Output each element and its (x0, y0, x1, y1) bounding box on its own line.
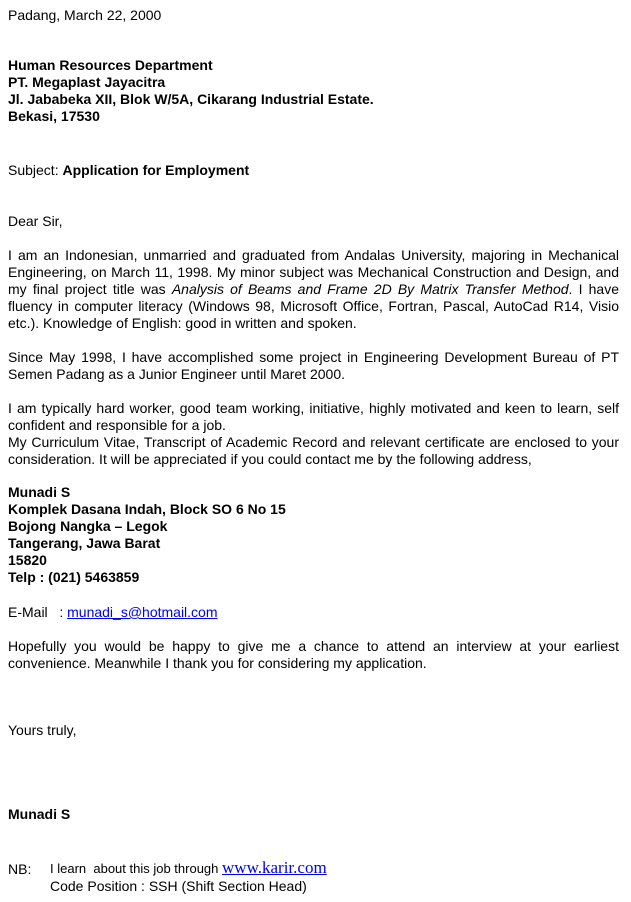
paragraph-education (8, 247, 619, 332)
sender-address-block (8, 484, 619, 586)
signature-name: Munadi S (8, 806, 71, 822)
paragraph-enclosures: My Curriculum Vitae, Transcript of Academic Record and relevant certificate are enclosed to your consideration. It will be appreciated if you could contact me by the following address, (8, 434, 619, 467)
karir-link[interactable]: www.karir.com (222, 858, 327, 877)
closing: Yours truly, (8, 722, 77, 738)
subject-label: Subject: (8, 162, 63, 178)
email-label: E-Mail : (8, 604, 68, 620)
sender-address-line-3: Tangerang, Jawa Barat (8, 535, 161, 551)
project-title: Analysis of Beams and Frame 2D By Matrix Transfer Method (171, 281, 569, 297)
nb-label: NB: (8, 861, 32, 877)
sender-address-line-2: Bojong Nangka – Legok (8, 518, 168, 534)
sender-name: Munadi S (8, 484, 71, 500)
recipient-company: PT. Megaplast Jayacitra (8, 74, 166, 90)
paragraph-education-text-1: I am an Indonesian, unmarried and graduated from Andalas University, majoring in Mechanical Engineering, on March 11, 1998. My minor subject was Mechanical Construction and Design, and my final project title was (8, 247, 619, 297)
nb-source-line (50, 858, 327, 879)
nb-block (8, 858, 619, 895)
sender-address-line-1: Komplek Dasana Indah, Block SO 6 No 15 (8, 501, 286, 517)
nb-code-position: Code Position : SSH (Shift Section Head) (50, 878, 307, 894)
salutation: Dear Sir, (8, 213, 63, 229)
recipient-street: Jl. Jababeka XII, Blok W/5A, Cikarang Industrial Estate. (8, 91, 374, 107)
email-line (8, 604, 619, 621)
paragraph-experience: Since May 1998, I have accomplished some project in Engineering Development Bureau of PT Semen Padang as a Junior Engineer until Maret 2000. (8, 349, 619, 382)
sender-postal-code: 15820 (8, 552, 47, 568)
email-link[interactable]: munadi_s@hotmail.com (67, 604, 218, 620)
sender-phone: Telp : (021) 5463859 (8, 569, 140, 585)
recipient-city: Bekasi, 17530 (8, 108, 100, 124)
recipient-block (8, 57, 619, 125)
paragraph-closing-request: Hopefully you would be happy to give me a chance to attend an interview at your earliest convenience. Meanwhile I thank you for considering my application. (8, 638, 619, 671)
letter-date: Padang, March 22, 2000 (8, 7, 162, 23)
recipient-department: Human Resources Department (8, 57, 213, 73)
subject-value: Application for Employment (62, 162, 250, 178)
nb-source-text: I learn about this job through (50, 861, 223, 876)
paragraph-education-text-2: . I have fluency in computer literacy (Windows 98, Microsoft Office, Fortran, Pascal, AutoCad R14, Visio etc.). Knowledge of English: good in written and spoken. (8, 281, 619, 331)
subject-line (8, 162, 619, 179)
paragraph-qualities: I am typically hard worker, good team working, initiative, highly motivated and keen to learn, self confident and responsible for a job. (8, 400, 619, 433)
